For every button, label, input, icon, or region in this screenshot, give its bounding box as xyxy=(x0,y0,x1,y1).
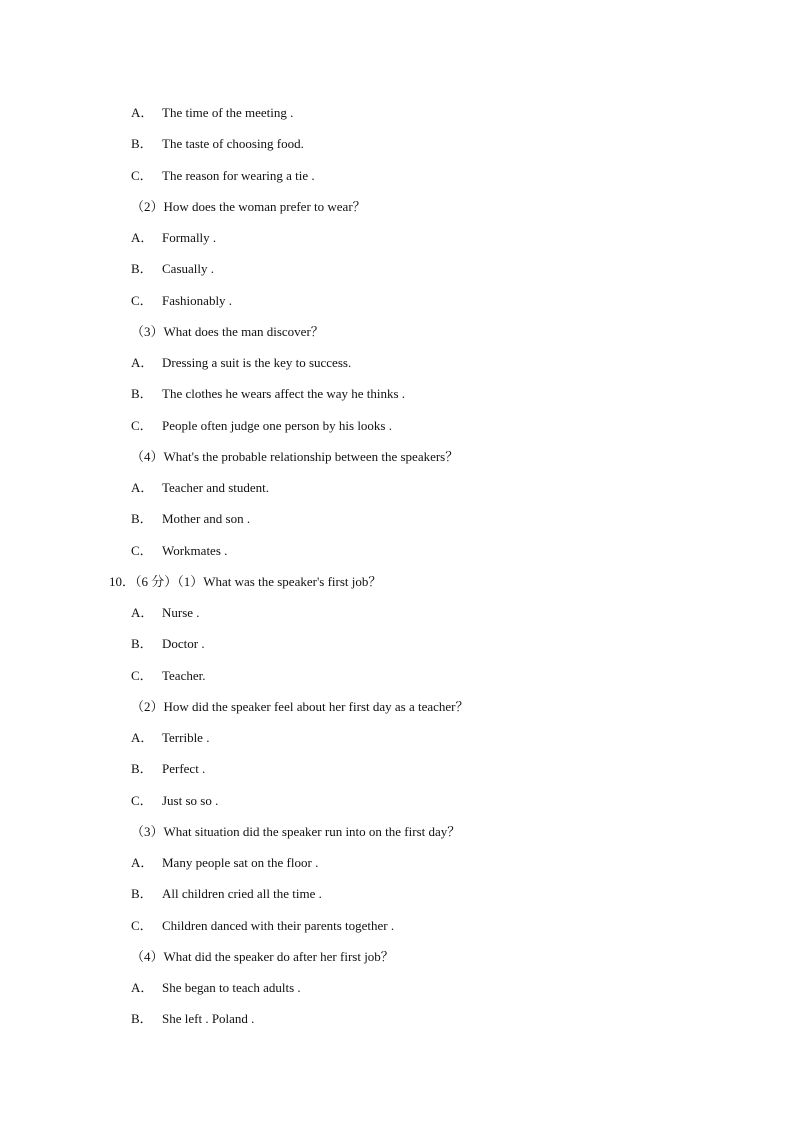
option-text: Doctor . xyxy=(162,636,205,652)
option-letter: A． xyxy=(131,480,154,495)
option-letter: C． xyxy=(131,167,153,183)
option-letter: B． xyxy=(131,886,153,902)
option-letter: C． xyxy=(131,292,153,308)
option-letter: B． xyxy=(131,261,153,277)
option-letter: C． xyxy=(131,917,153,933)
option-letter: A． xyxy=(131,855,154,870)
option-text: Perfect . xyxy=(162,761,206,777)
option-text: Teacher. xyxy=(162,667,206,683)
option-letter: A． xyxy=(131,355,154,370)
sub-question-text: （3）What does the man discover？ xyxy=(131,323,324,339)
option-letter: A． xyxy=(131,605,154,620)
option-text: Fashionably . xyxy=(162,292,233,308)
option-letter: B． xyxy=(131,761,153,777)
sub-question-text: （4）What did the speaker do after her first job？ xyxy=(131,948,394,964)
option-letter: B． xyxy=(131,511,153,527)
option-letter: C． xyxy=(131,667,153,683)
option-letter: A． xyxy=(131,105,154,120)
option-text: People often judge one person by his looks . xyxy=(162,417,392,433)
option-letter: B． xyxy=(131,386,153,402)
option-text: Many people sat on the floor . xyxy=(162,855,319,870)
option-letter: B． xyxy=(131,636,153,652)
sub-question-text: （2）How does the woman prefer to wear？ xyxy=(131,198,366,214)
option-letter: C． xyxy=(131,542,153,558)
option-text: Formally . xyxy=(162,230,217,245)
option-letter: A． xyxy=(131,730,154,745)
option-letter: C． xyxy=(131,792,153,808)
option-letter: C． xyxy=(131,417,153,433)
option-letter: B． xyxy=(131,1011,153,1027)
option-letter: B． xyxy=(131,136,153,152)
option-text: The reason for wearing a tie . xyxy=(162,167,315,183)
sub-question-text: （2）How did the speaker feel about her first day as a teacher？ xyxy=(131,698,469,714)
option-text: She left . Poland . xyxy=(162,1011,255,1027)
option-text: The taste of choosing food. xyxy=(162,136,304,152)
option-text: She began to teach adults . xyxy=(162,980,301,995)
option-text: Casually . xyxy=(162,261,214,277)
option-text: Nurse . xyxy=(162,605,200,620)
option-text: Children danced with their parents together . xyxy=(162,917,395,933)
option-text: Teacher and student. xyxy=(162,480,270,495)
option-text: The clothes he wears affect the way he thinks . xyxy=(162,386,406,402)
option-text: Terrible . xyxy=(162,730,210,745)
option-text: Mother and son . xyxy=(162,511,251,527)
option-text: All children cried all the time . xyxy=(162,886,322,902)
sub-question-text: （4）What's the probable relationship between the speakers？ xyxy=(131,448,459,464)
option-text: Dressing a suit is the key to success. xyxy=(162,355,352,370)
option-text: Just so so . xyxy=(162,792,219,808)
option-letter: A． xyxy=(131,230,154,245)
option-text: The time of the meeting . xyxy=(162,105,294,120)
question-heading-text: 10．（6 分）（1）What was the speaker's first job？ xyxy=(109,573,382,589)
sub-question-text: （3）What situation did the speaker run into on the first day？ xyxy=(131,823,461,839)
option-text: Workmates . xyxy=(162,542,228,558)
option-letter: A． xyxy=(131,980,154,995)
